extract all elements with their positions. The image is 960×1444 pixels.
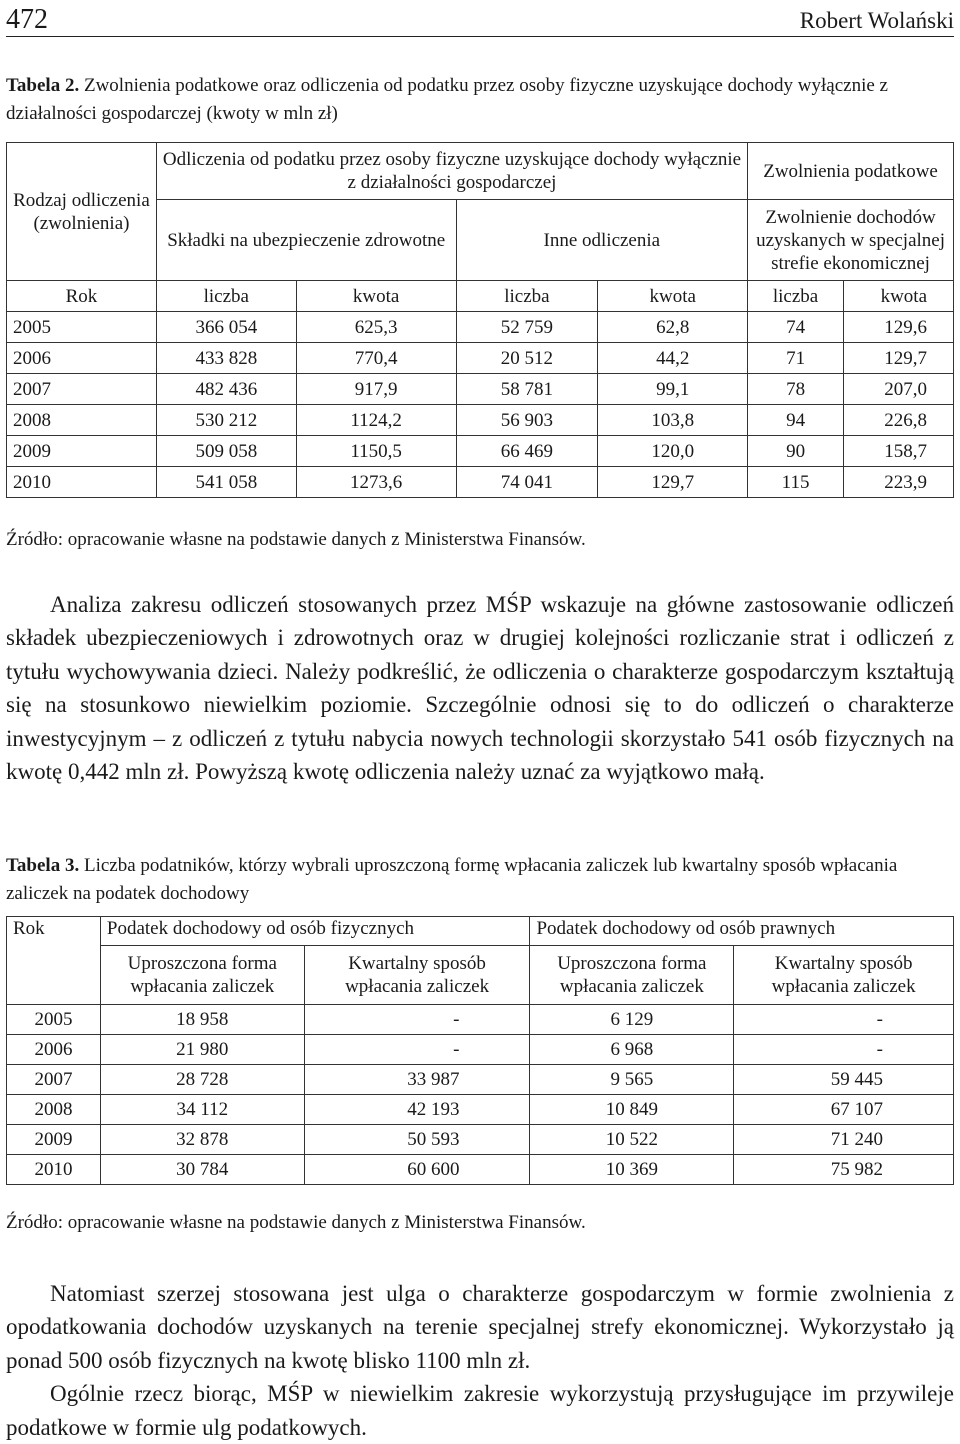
table2-cell-other-amount: 120,0 (598, 436, 748, 467)
table2-cell-other-count: 56 903 (456, 405, 598, 436)
table3-cell-pit-quarterly: - (304, 1035, 530, 1065)
table3-cell-cit-quarterly: 67 107 (734, 1095, 954, 1125)
table2-cell-sez-amount: 223,9 (844, 467, 954, 498)
table3-header-pit: Podatek dochodowy od osób fizycznych (100, 917, 530, 946)
table2-cell-other-count: 52 759 (456, 312, 598, 343)
table3-header-cit-quarterly: Kwartalny sposób wpłacania zaliczek (734, 946, 954, 1005)
table3-header-pit-simplified: Uproszczona forma wpłacania zaliczek (100, 946, 304, 1005)
table3-label: Tabela 3. (6, 855, 80, 876)
table3-cell-year: 2006 (7, 1035, 101, 1065)
table2-row (7, 312, 954, 343)
table3-caption (6, 852, 954, 908)
table2-cell-year: 2009 (7, 436, 157, 467)
table2-cell-health-amount: 1124,2 (296, 405, 456, 436)
table2-cell-other-count: 66 469 (456, 436, 598, 467)
table2-cell-sez-amount: 158,7 (844, 436, 954, 467)
table2-header-type: Rodzaj odliczenia (zwolnienia) (7, 143, 157, 281)
table3-cell-cit-quarterly: 71 240 (734, 1125, 954, 1155)
table2-cell-other-count: 74 041 (456, 467, 598, 498)
table2-cell-sez-amount: 129,7 (844, 343, 954, 374)
table3-cell-pit-quarterly: 42 193 (304, 1095, 530, 1125)
table2-header-other: Inne odliczenia (456, 200, 748, 281)
table3-cell-cit-quarterly: 75 982 (734, 1155, 954, 1185)
table2-col-amount-2: kwota (598, 281, 748, 312)
table2-cell-sez-count: 94 (748, 405, 844, 436)
paragraph-2-text: Natomiast szerzej stosowana jest ulga o charakterze gospodarczym w formie zwolnienia z opodatkowania dochodów uzyskanych na terenie specjalnej strefy ekonomicznej. Wykorzystało ją ponad 500 osób fizycznych na kwotę blisko 1100 mln zł. (6, 1281, 954, 1373)
table3-cell-year: 2007 (7, 1065, 101, 1095)
table2-cell-other-amount: 103,8 (598, 405, 748, 436)
table2-cell-health-count: 482 436 (156, 374, 296, 405)
table2-cell-health-count: 366 054 (156, 312, 296, 343)
table2-col-count-3: liczba (748, 281, 844, 312)
table2-cell-year: 2007 (7, 374, 157, 405)
table2-cell-sez-count: 90 (748, 436, 844, 467)
table2-label: Tabela 2. (6, 75, 80, 96)
table2-caption-text: Zwolnienia podatkowe oraz odliczenia od podatku przez osoby fizyczne uzyskujące dochody wyłącznie z działalności gospodarczej (kwoty w mln zł) (6, 75, 888, 124)
table3-cell-pit-simplified: 34 112 (100, 1095, 304, 1125)
table2-row (7, 405, 954, 436)
table3-row (7, 1005, 954, 1035)
table2-cell-other-amount: 129,7 (598, 467, 748, 498)
table3-cell-pit-simplified: 32 878 (100, 1125, 304, 1155)
body-paragraph-2 (6, 1277, 954, 1444)
table3-row (7, 1095, 954, 1125)
table2 (6, 142, 954, 498)
table2-cell-health-amount: 917,9 (296, 374, 456, 405)
table3-header-cit: Podatek dochodowy od osób prawnych (530, 917, 954, 946)
table3-row (7, 1065, 954, 1095)
table3-cell-cit-simplified: 10 522 (530, 1125, 734, 1155)
table3-cell-year: 2008 (7, 1095, 101, 1125)
page-number: 472 (6, 4, 48, 35)
table3-cell-cit-simplified: 9 565 (530, 1065, 734, 1095)
table2-cell-health-amount: 625,3 (296, 312, 456, 343)
table2-cell-sez-count: 71 (748, 343, 844, 374)
running-header (6, 4, 954, 37)
table2-col-amount-1: kwota (296, 281, 456, 312)
table2-col-amount-3: kwota (844, 281, 954, 312)
table3-cell-year: 2010 (7, 1155, 101, 1185)
table3-cell-cit-quarterly: 59 445 (734, 1065, 954, 1095)
table3-row (7, 1125, 954, 1155)
table2-cell-year: 2010 (7, 467, 157, 498)
table3-source: Źródło: opracowanie własne na podstawie danych z Ministerstwa Finansów. (6, 1212, 586, 1233)
table2-cell-other-amount: 44,2 (598, 343, 748, 374)
table2-row (7, 436, 954, 467)
table3-cell-pit-quarterly: 60 600 (304, 1155, 530, 1185)
body-paragraph-1 (6, 588, 954, 788)
table2-cell-health-count: 541 058 (156, 467, 296, 498)
table2-row (7, 374, 954, 405)
table2-cell-health-amount: 1273,6 (296, 467, 456, 498)
table3-cell-year: 2009 (7, 1125, 101, 1155)
table2-cell-sez-count: 74 (748, 312, 844, 343)
table3-row (7, 1155, 954, 1185)
table2-cell-sez-amount: 226,8 (844, 405, 954, 436)
table2-header-sez: Zwolnienie dochodów uzyskanych w specjalnej strefie ekonomicznej (748, 200, 954, 281)
table2-cell-year: 2008 (7, 405, 157, 436)
table2-col-count-1: liczba (156, 281, 296, 312)
table2-cell-sez-count: 78 (748, 374, 844, 405)
table3-cell-pit-simplified: 21 980 (100, 1035, 304, 1065)
table3 (6, 916, 954, 1185)
table2-cell-other-count: 58 781 (456, 374, 598, 405)
table2-col-year: Rok (7, 281, 157, 312)
table2-cell-year: 2005 (7, 312, 157, 343)
table2-cell-sez-amount: 129,6 (844, 312, 954, 343)
table2-cell-health-count: 433 828 (156, 343, 296, 374)
table2-cell-other-amount: 99,1 (598, 374, 748, 405)
table3-col-year: Rok (7, 917, 101, 1005)
table2-header-deductions: Odliczenia od podatku przez osoby fizyczne uzyskujące dochody wyłącznie z działalności gospodarczej (156, 143, 747, 200)
table3-cell-cit-simplified: 10 369 (530, 1155, 734, 1185)
table3-caption-text: Liczba podatników, którzy wybrali uproszczoną formę wpłacania zaliczek lub kwartalny sposób wpłacania zaliczek na podatek dochodowy (6, 855, 898, 904)
table2-cell-other-count: 20 512 (456, 343, 598, 374)
table2-cell-year: 2006 (7, 343, 157, 374)
table3-cell-pit-simplified: 28 728 (100, 1065, 304, 1095)
table2-caption (6, 72, 954, 128)
table3-cell-cit-simplified: 6 968 (530, 1035, 734, 1065)
table3-cell-cit-simplified: 10 849 (530, 1095, 734, 1125)
paragraph-1-text: Analiza zakresu odliczeń stosowanych przez MŚP wskazuje na główne zastosowanie odliczeń składek ubezpieczeniowych i zdrowotnych oraz w drugiej kolejności rozliczanie strat i odliczeń z tytułu wychowywania dzieci. Należy podkreślić, że odliczenia o charakterze gospodarczym kształtują się na stosunkowo niewielkim poziomie. Szczególnie odnosi się to do odliczeń o charakterze inwestycyjnym – z odliczeń z tytułu nabycia nowych technologii skorzystało 541 osób fizycznych na kwotę 0,442 mln zł. Powyższą kwotę odliczenia należy uznać za wyjątkowo małą. (6, 592, 954, 785)
table2-cell-health-amount: 770,4 (296, 343, 456, 374)
table3-cell-pit-simplified: 18 958 (100, 1005, 304, 1035)
table3-cell-cit-quarterly: - (734, 1005, 954, 1035)
table3-row (7, 1035, 954, 1065)
table3-cell-pit-quarterly: 50 593 (304, 1125, 530, 1155)
table2-cell-health-count: 530 212 (156, 405, 296, 436)
table2-cell-health-count: 509 058 (156, 436, 296, 467)
table2-col-count-2: liczba (456, 281, 598, 312)
table2-cell-sez-amount: 207,0 (844, 374, 954, 405)
table3-cell-year: 2005 (7, 1005, 101, 1035)
paragraph-3-text: Ogólnie rzecz biorąc, MŚP w niewielkim zakresie wykorzystują przysługujące im przywileje podatkowe w formie ulg podatkowych. (6, 1381, 954, 1440)
table3-cell-cit-quarterly: - (734, 1035, 954, 1065)
table3-header-pit-quarterly: Kwartalny sposób wpłacania zaliczek (304, 946, 530, 1005)
table2-row (7, 467, 954, 498)
table3-cell-pit-simplified: 30 784 (100, 1155, 304, 1185)
table2-header-health: Składki na ubezpieczenie zdrowotne (156, 200, 456, 281)
table2-cell-health-amount: 1150,5 (296, 436, 456, 467)
table3-cell-pit-quarterly: - (304, 1005, 530, 1035)
table3-header-cit-simplified: Uproszczona forma wpłacania zaliczek (530, 946, 734, 1005)
table2-header-exemptions: Zwolnienia podatkowe (748, 143, 954, 200)
running-author: Robert Wolański (799, 8, 954, 33)
table2-source: Źródło: opracowanie własne na podstawie danych z Ministerstwa Finansów. (6, 529, 586, 550)
table3-cell-cit-simplified: 6 129 (530, 1005, 734, 1035)
table2-cell-other-amount: 62,8 (598, 312, 748, 343)
table2-cell-sez-count: 115 (748, 467, 844, 498)
table2-row (7, 343, 954, 374)
table3-cell-pit-quarterly: 33 987 (304, 1065, 530, 1095)
